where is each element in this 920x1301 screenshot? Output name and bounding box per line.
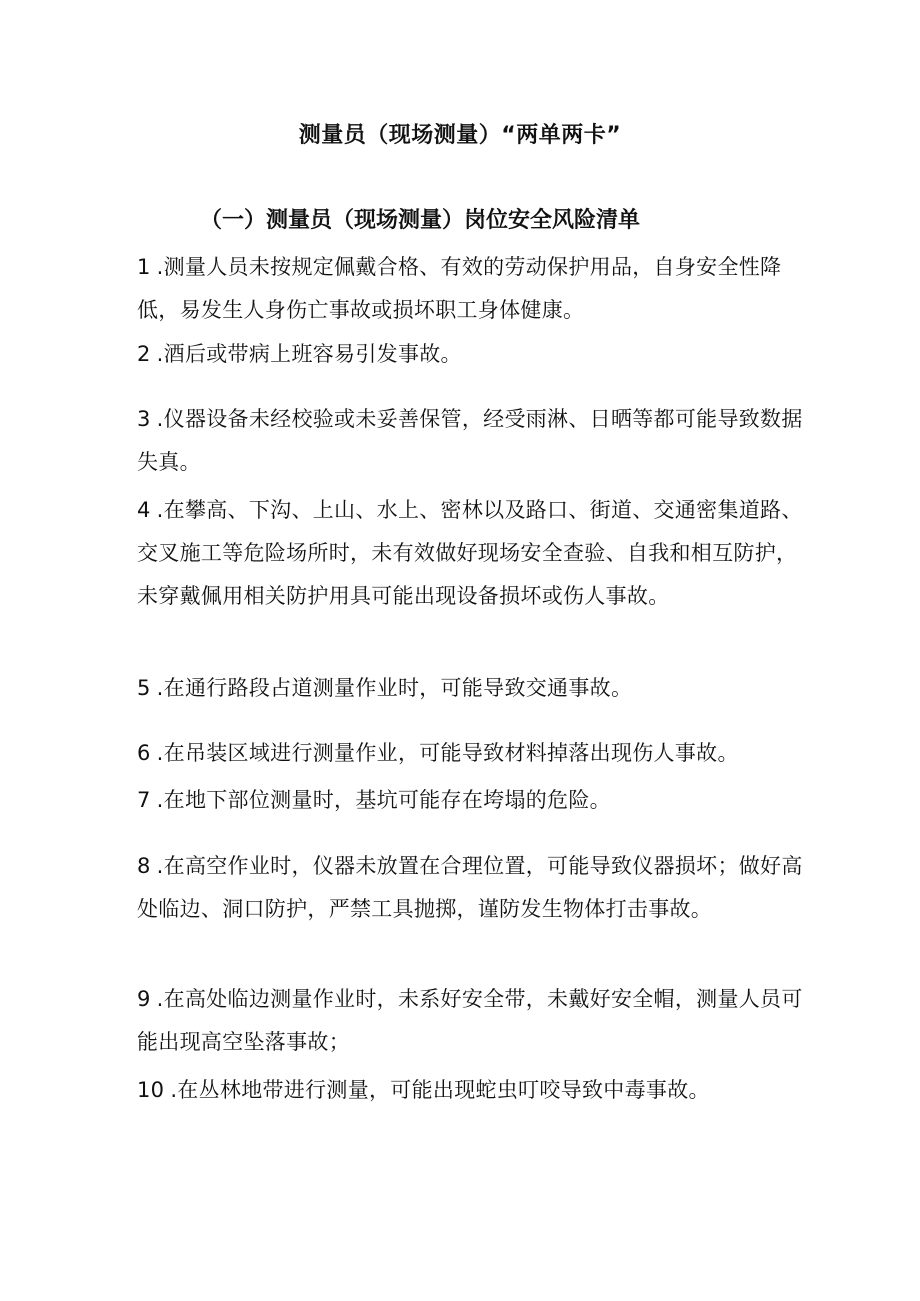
item-number: 6 <box>137 741 151 765</box>
item-number: 8 <box>137 854 151 878</box>
list-item <box>137 667 803 710</box>
item-text: .在地下部位测量时，基坑可能存在垮塌的危险。 <box>156 788 611 812</box>
item-text: .在丛林地带进行测量，可能出现蛇虫叮咬导致中毒事故。 <box>170 1078 710 1102</box>
list-item <box>137 1069 803 1112</box>
item-number: 3 <box>137 407 151 431</box>
item-number: 2 <box>137 342 151 366</box>
list-item <box>137 779 803 822</box>
list-item <box>137 489 803 618</box>
item-number: 7 <box>137 788 151 812</box>
item-text: .在攀高、下沟、上山、水上、密林以及路口、街道、交通密集道路、交叉施工等危险场所时，未有效做好现场安全查验、自我和相互防护，未穿戴佩用相关防护用具可能出现设备损坏或伤人事故。 <box>137 498 803 608</box>
item-text: .酒后或带病上班容易引发事故。 <box>156 342 462 366</box>
list-item <box>137 333 803 376</box>
item-text: .仪器设备未经校验或未妥善保管，经受雨淋、日晒等都可能导致数据失真。 <box>137 407 803 474</box>
list-item <box>137 732 803 775</box>
list-item <box>137 398 803 484</box>
item-number: 1 <box>137 255 151 279</box>
document-title: 测量员（现场测量）“两单两卡” <box>298 123 622 148</box>
list-item <box>137 246 803 332</box>
item-text: .在通行路段占道测量作业时，可能导致交通事故。 <box>156 676 633 700</box>
item-number: 10 <box>137 1078 165 1102</box>
list-item <box>137 978 803 1064</box>
item-number: 5 <box>137 676 151 700</box>
item-text: .在高处临边测量作业时，未系好安全带，未戴好安全帽，测量人员可能出现高空坠落事故； <box>137 987 803 1054</box>
list-item <box>137 845 803 931</box>
item-text: .在吊装区域进行测量作业，可能导致材料掉落出现伤人事故。 <box>156 741 739 765</box>
item-number: 9 <box>137 987 151 1011</box>
item-text: .测量人员未按规定佩戴合格、有效的劳动保护用品，自身安全性降低，易发生人身伤亡事故或损坏职工身体健康。 <box>137 255 782 322</box>
item-text: .在高空作业时，仪器未放置在合理位置，可能导致仪器损坏；做好高处临边、洞口防护，严禁工具抛掷，谨防发生物体打击事故。 <box>137 854 803 921</box>
item-number: 4 <box>137 498 151 522</box>
section-heading: （一）测量员（现场测量）岗位安全风险清单 <box>200 208 641 233</box>
